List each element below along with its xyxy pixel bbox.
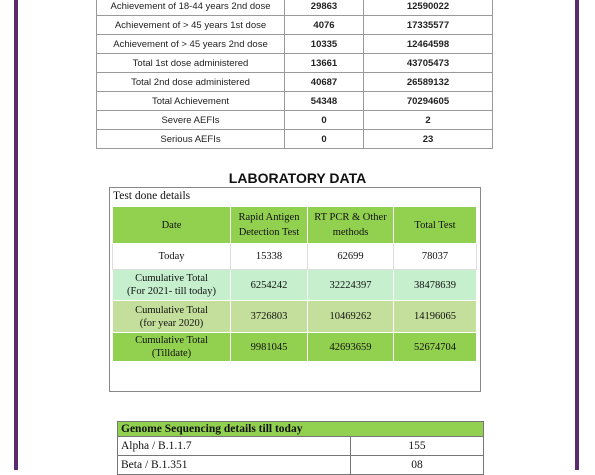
row-label: Total 1st dose administered [97, 54, 285, 73]
cumulative-value: 26589132 [364, 73, 493, 92]
today-value: 0 [285, 130, 364, 149]
laboratory-panel [109, 187, 481, 392]
table-row [97, 92, 493, 111]
cumulative-value: 2 [364, 111, 493, 130]
header-rapid-line1: Rapid Antigen [238, 212, 300, 223]
row-date [113, 301, 231, 333]
row-label: Achievement of > 45 years 2nd dose [97, 35, 285, 54]
laboratory-subheading: Test done details [113, 190, 191, 202]
table-row [118, 456, 484, 475]
blank-cell [113, 362, 231, 391]
row-date-line1: Cumulative Total [135, 273, 208, 284]
header-rtpcr-line2: methods [332, 227, 369, 238]
cumulative-value: 17335577 [364, 16, 493, 35]
header-rapid [231, 207, 308, 244]
cumulative-value: 12464598 [364, 35, 493, 54]
table-row [97, 111, 493, 130]
genome-heading: Genome Sequencing details till today [118, 422, 484, 437]
table-row [118, 437, 484, 456]
row-date-line2: (For 2021- till today) [127, 286, 216, 297]
row-date-line1: Cumulative Total [135, 335, 208, 346]
row-label: Total 2nd dose administered [97, 73, 285, 92]
table-row [113, 270, 477, 301]
table-row [113, 301, 477, 333]
genome-header-row [118, 422, 484, 437]
page-border-right [575, 0, 579, 470]
header-rtpcr-line1: RT PCR & Other [314, 212, 387, 223]
today-value: 0 [285, 111, 364, 130]
row-rapid: 15338 [231, 244, 308, 270]
laboratory-table [112, 206, 477, 390]
row-rapid: 3726803 [231, 301, 308, 333]
today-value: 40687 [285, 73, 364, 92]
today-value: 4076 [285, 16, 364, 35]
row-total: 78037 [394, 244, 477, 270]
row-date [113, 270, 231, 301]
cumulative-value: 43705473 [364, 54, 493, 73]
table-header-row [113, 207, 477, 244]
row-label: Serious AEFIs [97, 130, 285, 149]
cumulative-value: 23 [364, 130, 493, 149]
row-date: Today [113, 244, 231, 270]
blank-cell [394, 362, 477, 391]
row-rapid: 9981045 [231, 333, 308, 362]
variant-count: 08 [351, 456, 484, 475]
laboratory-title: LABORATORY DATA [228, 170, 367, 186]
blank-row [113, 362, 477, 391]
table-row [97, 73, 493, 92]
today-value: 29863 [285, 0, 364, 16]
today-value: 13661 [285, 54, 364, 73]
header-rtpcr [308, 207, 394, 244]
row-total: 38478639 [394, 270, 477, 301]
today-value: 54348 [285, 92, 364, 111]
row-rtpcr: 62699 [308, 244, 394, 270]
cumulative-value: 70294605 [364, 92, 493, 111]
table-row [97, 0, 493, 16]
variant-name: Alpha / B.1.1.7 [118, 437, 351, 456]
blank-cell [231, 362, 308, 391]
cumulative-value: 12590022 [364, 0, 493, 16]
row-label: Severe AEFIs [97, 111, 285, 130]
row-rtpcr: 10469262 [308, 301, 394, 333]
row-date-line2: (for year 2020) [139, 317, 204, 329]
row-total: 14196065 [394, 301, 477, 333]
vaccination-table [96, 0, 493, 149]
header-date: Date [113, 207, 231, 244]
variant-count: 155 [351, 437, 484, 456]
row-total: 52674704 [394, 333, 477, 362]
row-date-line1: Cumulative Total [135, 304, 208, 316]
table-row [113, 244, 477, 270]
genome-table [117, 421, 484, 475]
table-row [113, 333, 477, 362]
variant-name: Beta / B.1.351 [118, 456, 351, 475]
table-row [97, 130, 493, 149]
row-rapid: 6254242 [231, 270, 308, 301]
row-label: Total Achievement [97, 92, 285, 111]
table-row [97, 54, 493, 73]
row-rtpcr: 42693659 [308, 333, 394, 362]
row-date [113, 333, 231, 362]
page-border-left [14, 0, 18, 470]
table-row [97, 16, 493, 35]
row-label: Achievement of > 45 years 1st dose [97, 16, 285, 35]
header-rapid-line2: Detection Test [238, 227, 300, 238]
blank-cell [308, 362, 394, 391]
table-row [97, 35, 493, 54]
today-value: 10335 [285, 35, 364, 54]
row-label: Achievement of 18-44 years 2nd dose [97, 0, 285, 16]
header-total: Total Test [394, 207, 477, 244]
row-rtpcr: 32224397 [308, 270, 394, 301]
row-date-line2: (Tilldate) [151, 348, 192, 359]
